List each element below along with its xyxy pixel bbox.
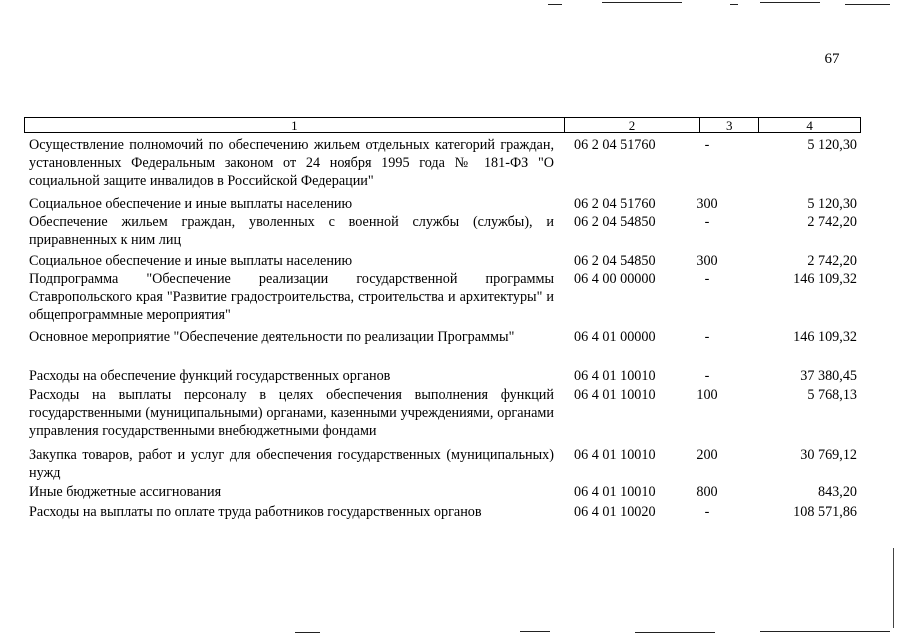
row-code: 06 4 01 10010 xyxy=(574,447,656,463)
row-expense-type: 300 xyxy=(696,196,718,212)
row-description: Расходы на выплаты по оплате труда работников государственных органов xyxy=(29,504,482,520)
row-code: 06 4 01 10010 xyxy=(574,484,656,500)
row-expense-type: - xyxy=(704,504,710,520)
row-amount: 30 769,12 xyxy=(800,447,857,463)
row-expense-type: - xyxy=(704,271,710,287)
row-amount: 2 742,20 xyxy=(807,214,857,230)
row-description: Обеспечение жильем граждан, уволенных с военной службы (службы), и приравненных к ним лиц xyxy=(29,214,554,248)
row-code: 06 4 01 10010 xyxy=(574,387,656,403)
scan-mark xyxy=(845,4,890,5)
row-description: Иные бюджетные ассигнования xyxy=(29,484,222,500)
scan-mark xyxy=(602,2,682,3)
column-header: 3 xyxy=(700,118,759,132)
row-description: Подпрограмма "Обеспечение реализации государственной программы Ставропольского края "Развитие градостроительства, строительства и архитектуры" и общепрограммные мероприятия" xyxy=(29,271,554,323)
row-expense-type: - xyxy=(704,368,710,384)
row-amount: 5 768,13 xyxy=(807,387,857,403)
row-description: Расходы на обеспечение функций государственных органов xyxy=(29,368,391,384)
row-expense-type: - xyxy=(704,137,710,153)
row-code: 06 4 00 00000 xyxy=(574,271,656,287)
row-description: Расходы на выплаты персоналу в целях обеспечения выполнения функций государственными (муниципальными) органами, казенными учреждениями, органами управления государственными внебюджетными фондами xyxy=(29,387,554,439)
scan-mark xyxy=(520,631,550,632)
column-header: 2 xyxy=(565,118,701,132)
row-code: 06 2 04 51760 xyxy=(574,137,656,153)
table-header xyxy=(24,117,861,133)
row-description: Социальное обеспечение и иные выплаты населению xyxy=(29,253,353,269)
row-amount: 2 742,20 xyxy=(807,253,857,269)
scan-mark xyxy=(635,632,715,633)
scan-edge-mark xyxy=(893,548,894,628)
row-expense-type: 100 xyxy=(696,387,718,403)
scan-mark xyxy=(295,632,320,633)
row-description: Осуществление полномочий по обеспечению жильем отдельных категорий граждан, установленных Федеральным законом от 24 ноября 1995 года № 181-ФЗ "О социальной защите инвалидов в Российской Федерации" xyxy=(29,137,554,189)
row-amount: 146 109,32 xyxy=(793,271,857,287)
row-amount: 5 120,30 xyxy=(807,196,857,212)
row-expense-type: 200 xyxy=(696,447,718,463)
row-amount: 843,20 xyxy=(817,484,857,500)
row-expense-type: - xyxy=(704,214,710,230)
row-code: 06 4 01 00000 xyxy=(574,329,656,345)
row-code: 06 2 04 54850 xyxy=(574,214,656,230)
row-amount: 146 109,32 xyxy=(793,329,857,345)
column-header: 1 xyxy=(25,118,565,132)
row-expense-type: 300 xyxy=(696,253,718,269)
row-description: Закупка товаров, работ и услуг для обеспечения государственных (муниципальных) нужд xyxy=(29,447,554,481)
row-code: 06 4 01 10010 xyxy=(574,368,656,384)
row-expense-type: - xyxy=(704,329,710,345)
column-header: 4 xyxy=(806,118,813,133)
row-amount: 37 380,45 xyxy=(800,368,857,384)
scan-mark xyxy=(548,4,562,5)
scan-mark xyxy=(760,631,890,632)
scan-mark xyxy=(760,2,820,3)
row-code: 06 2 04 51760 xyxy=(574,196,656,212)
row-description: Социальное обеспечение и иные выплаты населению xyxy=(29,196,353,212)
row-amount: 108 571,86 xyxy=(793,504,857,520)
page-number: 67 xyxy=(824,51,840,67)
row-code: 06 2 04 54850 xyxy=(574,253,656,269)
row-code: 06 4 01 10020 xyxy=(574,504,656,520)
row-amount: 5 120,30 xyxy=(807,137,857,153)
scan-mark xyxy=(730,4,738,5)
row-description: Основное мероприятие "Обеспечение деятельности по реализации Программы" xyxy=(29,329,515,345)
row-expense-type: 800 xyxy=(696,484,718,500)
